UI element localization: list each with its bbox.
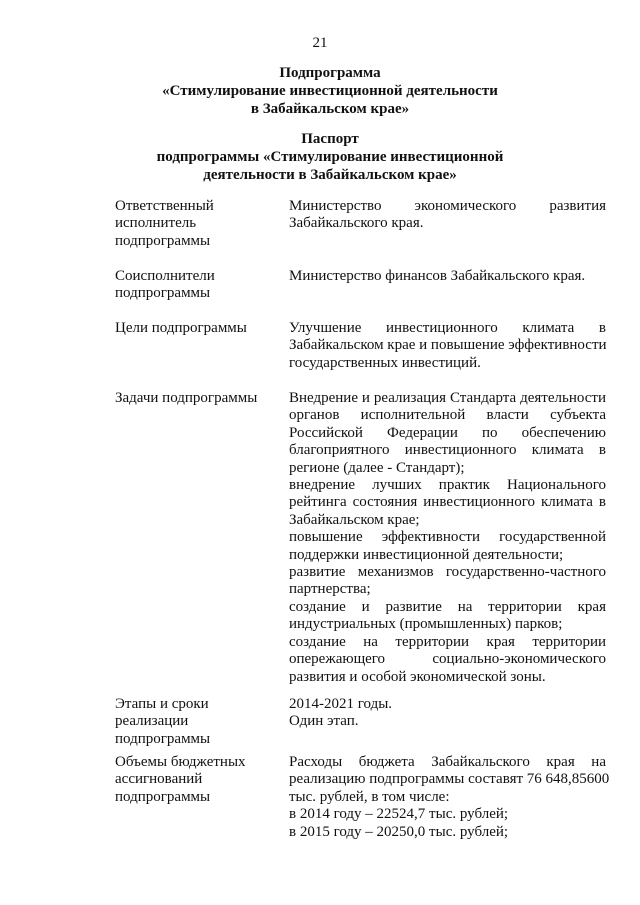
row-label xyxy=(115,754,275,806)
row-label-line: Соисполнители xyxy=(115,268,215,284)
row-label-line: Этапы и сроки xyxy=(115,696,209,712)
page-number: 21 xyxy=(312,35,328,51)
row-label xyxy=(115,198,275,250)
row-value-line: поддержки инвестиционной деятельности; xyxy=(289,546,564,563)
row-value xyxy=(289,696,606,731)
row-value-line: регионе (далее - Стандарт); xyxy=(289,459,465,476)
row-value-line: опережающего социально-экономического xyxy=(289,651,606,668)
passport-title-line: Паспорт xyxy=(301,131,359,147)
row-value-line: реализацию подпрограммы составят 76 648,85600 xyxy=(289,771,610,788)
row-value-line: благоприятного инвестиционного климата в xyxy=(289,442,606,459)
subprogram-title-line: Подпрограмма xyxy=(279,65,381,81)
row-value xyxy=(289,390,606,686)
passport-title xyxy=(80,130,580,184)
subprogram-title-line: «Стимулирование инвестиционной деятельности xyxy=(162,83,498,99)
row-value xyxy=(289,320,606,372)
subprogram-title-line: в Забайкальском крае» xyxy=(250,101,410,117)
row-label-line: Задачи подпрограммы xyxy=(115,390,258,406)
row-value-line: 2014-2021 годы. xyxy=(289,696,393,712)
row-value-line: внедрение лучших практик Национального xyxy=(289,477,606,494)
passport-title-line: деятельности в Забайкальском крае» xyxy=(203,167,457,183)
row-value-line: Один этап. xyxy=(289,713,359,730)
row-label-line: Объемы бюджетных xyxy=(115,754,246,770)
row-value xyxy=(289,754,610,841)
row-value-line: партнерства; xyxy=(289,581,371,598)
row-label-line: подпрограммы xyxy=(115,285,211,302)
row-value-line: Внедрение и реализация Стандарта деятельности xyxy=(289,390,606,406)
row-value-line: Российской Федерации по обеспечению xyxy=(289,424,606,441)
row-value-line: Забайкальском крае; xyxy=(289,511,420,528)
row-value-line: Министерство финансов Забайкальского края. xyxy=(289,268,586,284)
row-value-line: Улучшение инвестиционного климата в xyxy=(289,320,606,336)
row-value xyxy=(289,198,606,233)
row-value-line: в 2015 году – 20250,0 тыс. рублей; xyxy=(289,823,509,840)
row-value-line: повышение эффективности государственной xyxy=(289,529,606,546)
passport-title-line: подпрограммы «Стимулирование инвестиционной xyxy=(156,149,504,165)
row-value-line: создание и развитие на территории края xyxy=(289,598,606,615)
row-label xyxy=(115,696,275,748)
row-value-line: тыс. рублей, в том числе: xyxy=(289,788,450,805)
row-value-line: развитие механизмов государственно-частного xyxy=(289,564,606,581)
row-label-line: подпрограммы xyxy=(115,730,211,747)
row-label xyxy=(115,268,275,303)
row-label xyxy=(115,390,275,407)
row-label xyxy=(115,320,275,337)
row-label-line: реализации xyxy=(115,713,189,730)
row-value-line: Расходы бюджета Забайкальского края на xyxy=(289,754,606,770)
row-value-line: индустриальных (промышленных) парков; xyxy=(289,616,563,633)
row-label-line: Ответственный xyxy=(115,198,214,214)
row-label-line: ассигнований xyxy=(115,771,203,788)
row-label-line: подпрограммы xyxy=(115,232,211,249)
row-value-line: государственных инвестиций. xyxy=(289,354,481,371)
subprogram-title xyxy=(80,64,580,118)
row-value-line: Забайкальском крае и повышение эффективности xyxy=(289,337,607,354)
row-label-line: подпрограммы xyxy=(115,788,211,805)
row-label-line: Цели подпрограммы xyxy=(115,320,247,336)
row-value-line: рейтинга состояния инвестиционного климата в xyxy=(289,494,606,511)
row-value-line: органов исполнительной власти субъекта xyxy=(289,407,606,424)
row-value-line: в 2014 году – 22524,7 тыс. рублей; xyxy=(289,806,509,823)
row-value-line: Министерство экономического развития xyxy=(289,198,606,214)
row-label-line: исполнитель xyxy=(115,215,197,232)
row-value xyxy=(289,268,606,285)
row-value-line: Забайкальского края. xyxy=(289,215,424,232)
row-value-line: создание на территории края территории xyxy=(289,633,606,650)
row-value-line: развития и особой экономической зоны. xyxy=(289,668,546,685)
